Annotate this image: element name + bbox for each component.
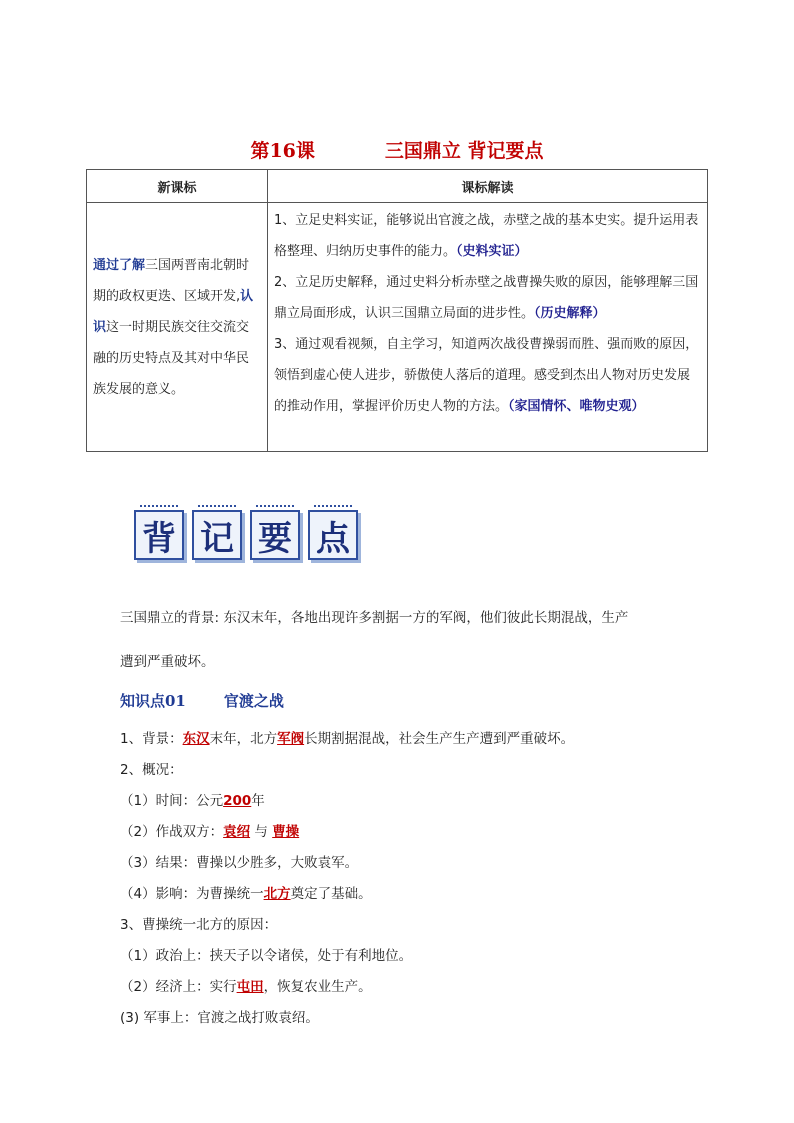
banner-char-3: 要	[250, 510, 300, 560]
line-reasons: 3、曹操统一北方的原因：	[120, 917, 278, 933]
banner-char-1: 背	[134, 510, 184, 560]
header-interpretation: 课标解读	[268, 170, 708, 203]
line-impact: （4）影响：为曹操统一北方奠定了基础。	[120, 886, 372, 902]
line-economic: （2）经济上：实行屯田，恢复农业生产。	[120, 979, 372, 995]
tag-patriotism: （家国情怀、唯物史观）	[508, 399, 645, 414]
line-result: （3）结果：曹操以少胜多，大败袁军。	[120, 855, 359, 871]
background-paragraph: 三国鼎立的背景: 东汉末年，各地出现许多割据一方的军阀，他们彼此长期混战，生产	[120, 610, 629, 626]
line-time: （1）时间：公元200年	[120, 793, 265, 809]
interpretation-item-2: 2、立足历史解释，通过史料分析赤壁之战曹操失败的原因，能够理解三国鼎立局面形成，认识三国鼎立局面的进步性。（历史解释）	[274, 275, 699, 321]
keyword-cao-cao: 曹操	[272, 824, 300, 840]
tag-evidence: （史料实证）	[456, 244, 528, 259]
interpretation-item-1: 1、立足史料实证，能够说出官渡之战，赤壁之战的基本史实。提升运用表格整理、归纳历史事件的能力。（史料实证）	[274, 213, 699, 259]
kp-title: 官渡之战	[223, 692, 284, 710]
lesson-name: 三国鼎立 背记要点	[384, 140, 544, 162]
table-header-row	[87, 170, 708, 203]
keyword-north: 北方	[263, 886, 291, 902]
line-overview: 2、概况：	[120, 762, 183, 778]
new-standard-cell	[87, 203, 268, 452]
line-political: （1）政治上：挟天子以令诸侯，处于有利地位。	[120, 948, 413, 964]
memorize-key-points-banner	[134, 510, 366, 560]
keyword-tuntian: 屯田	[236, 979, 264, 995]
lesson-title	[0, 136, 794, 163]
understand-keyword: 通过了解	[93, 257, 146, 273]
kp-label: 知识点01	[120, 692, 186, 710]
curriculum-standards-table	[86, 169, 708, 452]
background-paragraph-cont: 遭到严重破坏。	[120, 654, 215, 670]
line-military: (3) 军事上：官渡之战打败袁绍。	[120, 1010, 319, 1026]
interpretation-item-3: 3、通过观看视频，自主学习，知道两次战役曹操弱而胜、强而败的原因，领悟到虚心使人进步，骄傲使人落后的道理。感受到杰出人物对历史发展的推动作用，掌握评价历史人物的方法。（家国情怀、唯物史观）	[274, 337, 699, 414]
keyword-warlords: 军阀	[277, 731, 305, 747]
banner-char-2: 记	[192, 510, 242, 560]
banner-char-4: 点	[308, 510, 358, 560]
knowledge-point-heading	[120, 690, 700, 711]
lesson-number: 第16课	[250, 140, 315, 162]
table-row	[87, 203, 708, 452]
header-new-standard: 新课标	[87, 170, 268, 203]
keyword-eastern-han: 东汉	[182, 731, 210, 747]
keyword-year: 200	[223, 793, 252, 809]
tag-explanation: （历史解释）	[534, 306, 606, 321]
keyword-yuan-shao: 袁绍	[223, 824, 251, 840]
recognize-keyword: 认识	[93, 288, 254, 335]
line-belligerents: （2）作战双方：袁绍 与 曹操	[120, 824, 300, 840]
standard-text-2: 这一时期民族交往交流交融的历史特点及其对中华民族发展的意义。	[93, 319, 250, 397]
line-background: 1、背景：东汉末年，北方军阀长期割据混战，社会生产生产遭到严重破坏。	[120, 731, 575, 747]
interpretation-cell	[268, 203, 708, 452]
standard-text-1: 三国两晋南北朝时期的政权更迭、区域开发,	[93, 257, 250, 304]
